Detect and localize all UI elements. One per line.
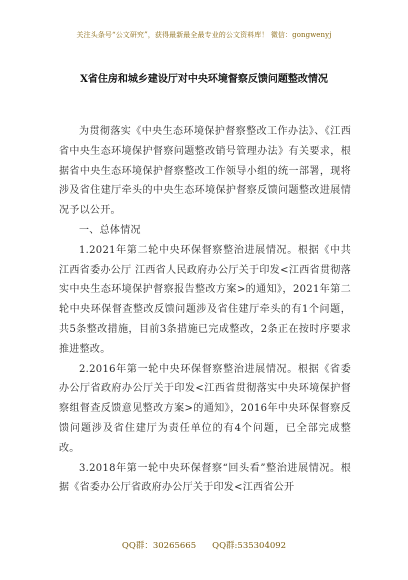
qq-group-2: QQ群:535304092 (212, 541, 287, 551)
document-title: X省住房和城乡建设厅对中央环境督察反馈问题整改情况 (80, 74, 328, 85)
section-heading: 一、总体情况 (79, 224, 141, 236)
body-paragraph: 1.2021年第二轮中央环保督察整治进展情况。根据《中共江西省委办公厅 江西省人民政府办公厅关于印发<江西省贯彻落实中央生态环境保护督察报告整改方案>的通知》，2021年第二轮中央环保督查整改反馈问题涉及省住建厅牵头的有1个问题，共5条整改措施，目前3条措施已完成整改，2条正在按时序要求推进整改。 (59, 244, 351, 355)
promo-banner: 关注头条号“公文研究”，获得最新最全最专业的公文资料库！ 微信：gongwenyj (76, 31, 332, 39)
qq-group-1: QQ群：30265665 (121, 541, 197, 551)
document-body (59, 122, 351, 498)
body-paragraph: 2.2016年第一轮中央环保督察整治进展情况。根据《省委办公厅省政府办公厅关于印发<江西省贯彻落实中央环境保护督察组督查反馈意见整改方案>的通知》，2016年中央环保督察反馈问题涉及省住建厅为责任单位的有4个问题，已全部完成整改。 (59, 363, 351, 454)
intro-paragraph: 为贯彻落实《中央生态环境保护督察整改工作办法》、《江西省中央生态环境保护督察问题整改销号管理办法》有关要求，根据省中央生态环境保护督察整改工作领导小组的统一部署，现将涉及省住建厅牵头的中央生态环境保护督察反馈问题整改进展情况予以公开。 (59, 126, 351, 217)
footer-contact (0, 539, 408, 551)
body-paragraph: 3.2018年第一轮中央环保督察“回头看”整治进展情况。根据《省委办公厅省政府办公厅关于印发<江西省公开 (59, 462, 351, 494)
